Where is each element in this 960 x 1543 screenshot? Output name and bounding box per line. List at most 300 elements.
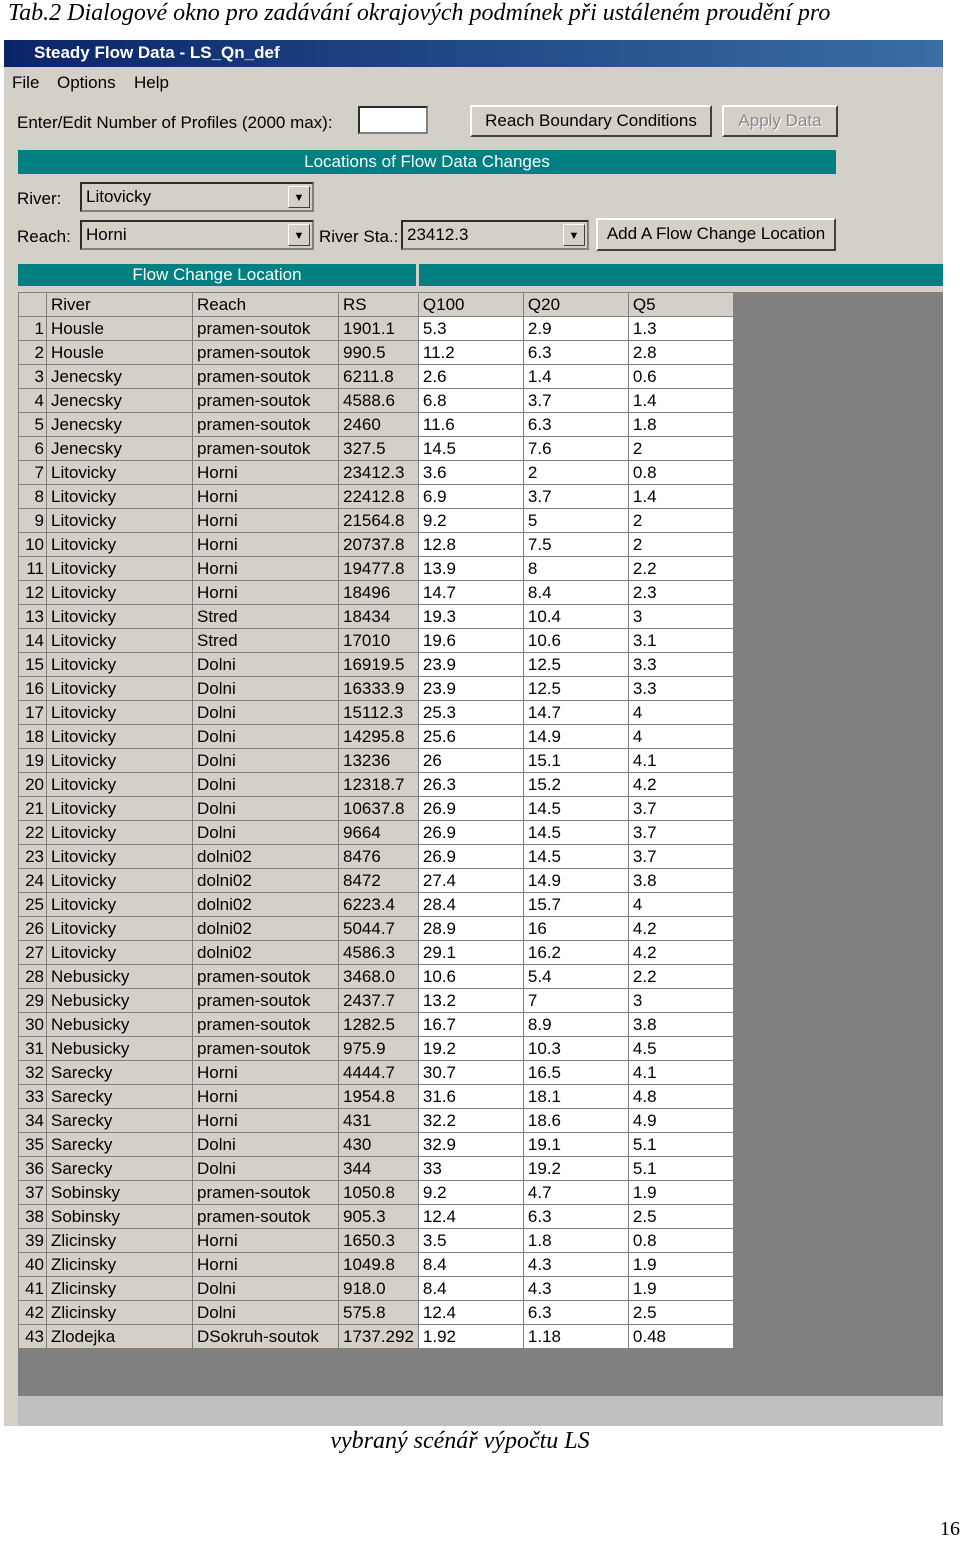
cell-river: Nebusicky [47,989,193,1013]
row-number: 31 [19,1037,47,1061]
cell-q20[interactable]: 12.5 [523,653,628,677]
apply-data-button[interactable]: Apply Data [722,105,838,137]
caption-bottom: vybraný scénář výpočtu LS [330,1428,590,1454]
cell-q100[interactable]: 13.9 [418,557,523,581]
cell-q5[interactable]: 0.8 [628,461,733,485]
table-row[interactable] [19,317,734,341]
cell-q20[interactable]: 8.4 [523,581,628,605]
col-header-reach[interactable]: Reach [193,293,339,317]
cell-q100[interactable]: 3.6 [418,461,523,485]
cell-q20[interactable]: 19.2 [523,1157,628,1181]
cell-q5[interactable]: 3 [628,989,733,1013]
table-row[interactable] [19,605,734,629]
row-number: 6 [19,437,47,461]
menu-file[interactable]: File [12,73,40,92]
cell-reach: Dolni [193,1157,339,1181]
cell-q100[interactable]: 12.8 [418,533,523,557]
cell-q100[interactable]: 6.9 [418,485,523,509]
cell-reach: Dolni [193,1277,339,1301]
cell-q20[interactable]: 18.6 [523,1109,628,1133]
cell-rs: 18496 [339,581,419,605]
cell-river: Jenecsky [47,365,193,389]
table-row[interactable] [19,1133,734,1157]
cell-q5[interactable]: 3.7 [628,797,733,821]
cell-q100[interactable]: 31.6 [418,1085,523,1109]
cell-q100[interactable]: 2.6 [418,365,523,389]
cell-q20[interactable]: 14.5 [523,797,628,821]
cell-rs: 14295.8 [339,725,419,749]
cell-q100[interactable]: 26.9 [418,821,523,845]
cell-q100[interactable]: 33 [418,1157,523,1181]
cell-q100[interactable]: 14.5 [418,437,523,461]
chevron-down-icon[interactable]: ▼ [288,224,310,246]
cell-reach: Stred [193,629,339,653]
cell-reach: pramen-soutok [193,365,339,389]
cell-q5[interactable]: 2.3 [628,581,733,605]
cell-q5[interactable]: 2.2 [628,965,733,989]
cell-q20[interactable]: 2.9 [523,317,628,341]
cell-reach: dolni02 [193,941,339,965]
table-row[interactable] [19,629,734,653]
table-row[interactable] [19,917,734,941]
cell-q100[interactable]: 26.3 [418,773,523,797]
table-row[interactable] [19,1229,734,1253]
row-number: 11 [19,557,47,581]
cell-rs: 1954.8 [339,1085,419,1109]
cell-q100[interactable]: 14.7 [418,581,523,605]
cell-q5[interactable]: 4 [628,893,733,917]
table-row[interactable] [19,725,734,749]
cell-q100[interactable]: 28.4 [418,893,523,917]
cell-q5[interactable]: 3.1 [628,629,733,653]
cell-q5[interactable]: 1.9 [628,1277,733,1301]
cell-q20[interactable]: 4.7 [523,1181,628,1205]
table-row[interactable] [19,1037,734,1061]
cell-q5[interactable]: 0.6 [628,365,733,389]
cell-q5[interactable]: 1.8 [628,413,733,437]
cell-rs: 1050.8 [339,1181,419,1205]
row-number: 22 [19,821,47,845]
cell-q20[interactable]: 5 [523,509,628,533]
row-number: 26 [19,917,47,941]
cell-q5[interactable]: 4.9 [628,1109,733,1133]
table-row[interactable] [19,581,734,605]
cell-q20[interactable]: 7 [523,989,628,1013]
row-number: 20 [19,773,47,797]
row-number: 16 [19,677,47,701]
cell-river: Zlodejka [47,1325,193,1349]
row-number: 3 [19,365,47,389]
table-row[interactable] [19,941,734,965]
table-row[interactable] [19,461,734,485]
chevron-down-icon[interactable]: ▼ [563,224,585,246]
cell-q100[interactable]: 27.4 [418,869,523,893]
cell-q5[interactable]: 2.8 [628,341,733,365]
profiles-label: Enter/Edit Number of Profiles (2000 max): [17,113,333,132]
cell-q100[interactable]: 26 [418,749,523,773]
table-row[interactable] [19,1253,734,1277]
cell-rs: 19477.8 [339,557,419,581]
cell-q5[interactable]: 2.2 [628,557,733,581]
table-row[interactable] [19,365,734,389]
cell-q5[interactable]: 0.8 [628,1229,733,1253]
cell-rs: 918.0 [339,1277,419,1301]
cell-q5[interactable]: 4.2 [628,941,733,965]
row-number: 12 [19,581,47,605]
table-row[interactable] [19,1085,734,1109]
cell-rs: 905.3 [339,1205,419,1229]
table-row[interactable] [19,1109,734,1133]
cell-q5[interactable]: 1.3 [628,317,733,341]
row-number: 21 [19,797,47,821]
row-number: 19 [19,749,47,773]
cell-river: Litovicky [47,533,193,557]
cell-q5[interactable]: 4.5 [628,1037,733,1061]
cell-q5[interactable]: 1.9 [628,1253,733,1277]
cell-q20[interactable]: 6.3 [523,413,628,437]
cell-q5[interactable]: 0.48 [628,1325,733,1349]
cell-q100[interactable]: 19.2 [418,1037,523,1061]
cell-q20[interactable]: 6.3 [523,1301,628,1325]
cell-q5[interactable]: 3.7 [628,821,733,845]
col-header-river[interactable]: River [47,293,193,317]
table-row[interactable] [19,773,734,797]
cell-q100[interactable]: 12.4 [418,1205,523,1229]
river-label: River: [17,189,62,208]
river-sta-label: River Sta.: [319,227,399,246]
page-number: 16 [940,1518,960,1540]
cell-river: Nebusicky [47,1037,193,1061]
table-row[interactable] [19,1157,734,1181]
table-row[interactable] [19,1061,734,1085]
cell-q20[interactable]: 10.4 [523,605,628,629]
cell-q100[interactable]: 16.7 [418,1013,523,1037]
cell-q5[interactable]: 3.8 [628,869,733,893]
cell-reach: pramen-soutok [193,965,339,989]
table-row[interactable] [19,437,734,461]
cell-q20[interactable]: 12.5 [523,677,628,701]
cell-reach: Dolni [193,677,339,701]
cell-q100[interactable]: 5.3 [418,317,523,341]
cell-q100[interactable]: 32.2 [418,1109,523,1133]
cell-reach: Dolni [193,653,339,677]
cell-river: Zlicinsky [47,1253,193,1277]
cell-river: Litovicky [47,869,193,893]
cell-river: Litovicky [47,773,193,797]
cell-reach: pramen-soutok [193,989,339,1013]
cell-q20[interactable]: 3.7 [523,389,628,413]
cell-q100[interactable]: 19.6 [418,629,523,653]
cell-q20[interactable]: 2 [523,461,628,485]
row-number: 42 [19,1301,47,1325]
cell-rs: 1049.8 [339,1253,419,1277]
row-number: 18 [19,725,47,749]
cell-q100[interactable]: 23.9 [418,653,523,677]
cell-q5[interactable]: 4.1 [628,1061,733,1085]
cell-q20[interactable]: 8 [523,557,628,581]
cell-q100[interactable]: 13.2 [418,989,523,1013]
cell-q5[interactable]: 2.5 [628,1301,733,1325]
cell-q20[interactable]: 14.7 [523,701,628,725]
cell-q5[interactable]: 5.1 [628,1157,733,1181]
cell-rs: 431 [339,1109,419,1133]
cell-q5[interactable]: 3.3 [628,677,733,701]
cell-q20[interactable]: 6.3 [523,1205,628,1229]
cell-q20[interactable]: 16.2 [523,941,628,965]
cell-reach: dolni02 [193,917,339,941]
cell-reach: pramen-soutok [193,1181,339,1205]
row-number: 36 [19,1157,47,1181]
row-number: 37 [19,1181,47,1205]
menu-options[interactable]: Options [57,73,116,92]
cell-river: Housle [47,317,193,341]
reach-boundary-conditions-button[interactable]: Reach Boundary Conditions [470,105,712,137]
cell-rs: 430 [339,1133,419,1157]
cell-river: Litovicky [47,653,193,677]
cell-reach: Horni [193,557,339,581]
cell-q20[interactable]: 1.8 [523,1229,628,1253]
cell-q5[interactable]: 2.5 [628,1205,733,1229]
cell-river: Nebusicky [47,1013,193,1037]
cell-q20[interactable]: 3.7 [523,485,628,509]
cell-q20[interactable]: 14.9 [523,725,628,749]
table-row[interactable] [19,701,734,725]
cell-q100[interactable]: 26.9 [418,845,523,869]
cell-q5[interactable]: 4 [628,725,733,749]
cell-q100[interactable]: 23.9 [418,677,523,701]
cell-river: Sobinsky [47,1205,193,1229]
cell-q5[interactable]: 3.3 [628,653,733,677]
cell-rs: 5044.7 [339,917,419,941]
cell-q20[interactable]: 6.3 [523,341,628,365]
table-row[interactable] [19,509,734,533]
cell-q5[interactable]: 1.4 [628,485,733,509]
cell-reach: Dolni [193,701,339,725]
cell-river: Sarecky [47,1085,193,1109]
cell-reach: pramen-soutok [193,413,339,437]
cell-reach: Horni [193,1229,339,1253]
flow-change-location-header: Flow Change Location [18,264,416,286]
cell-river: Litovicky [47,557,193,581]
cell-reach: pramen-soutok [193,1205,339,1229]
cell-q100[interactable]: 25.3 [418,701,523,725]
cell-q5[interactable]: 3.7 [628,845,733,869]
cell-river: Litovicky [47,581,193,605]
cell-q20[interactable]: 8.9 [523,1013,628,1037]
cell-q20[interactable]: 16.5 [523,1061,628,1085]
cell-q20[interactable]: 16 [523,917,628,941]
table-row[interactable] [19,677,734,701]
table-row[interactable] [19,533,734,557]
cell-q20[interactable]: 4.3 [523,1277,628,1301]
cell-q100[interactable]: 12.4 [418,1301,523,1325]
chevron-down-icon[interactable]: ▼ [288,186,310,208]
cell-q20[interactable]: 18.1 [523,1085,628,1109]
cell-q5[interactable]: 2 [628,533,733,557]
river-select[interactable] [80,182,314,212]
river-sta-select[interactable] [401,220,589,250]
table-row[interactable] [19,557,734,581]
cell-q20[interactable]: 15.7 [523,893,628,917]
add-flow-change-location-button[interactable]: Add A Flow Change Location [596,218,836,251]
table-row[interactable] [19,821,734,845]
cell-river: Zlicinsky [47,1229,193,1253]
cell-river: Litovicky [47,749,193,773]
cell-river: Jenecsky [47,437,193,461]
menu-help[interactable]: Help [134,73,169,92]
cell-q100[interactable]: 9.2 [418,1181,523,1205]
cell-q100[interactable]: 8.4 [418,1253,523,1277]
cell-q100[interactable]: 28.9 [418,917,523,941]
table-row[interactable] [19,1301,734,1325]
table-row[interactable] [19,341,734,365]
table-row[interactable] [19,1277,734,1301]
cell-q20[interactable]: 14.5 [523,845,628,869]
cell-river: Sobinsky [47,1181,193,1205]
table-row[interactable] [19,989,734,1013]
cell-q5[interactable]: 2 [628,509,733,533]
cell-q20[interactable]: 10.6 [523,629,628,653]
cell-q20[interactable]: 1.4 [523,365,628,389]
cell-q20[interactable]: 1.18 [523,1325,628,1349]
cell-q20[interactable]: 7.5 [523,533,628,557]
cell-q100[interactable]: 10.6 [418,965,523,989]
cell-q100[interactable]: 19.3 [418,605,523,629]
cell-reach: DSokruh-soutok [193,1325,339,1349]
cell-rs: 1737.292 [339,1325,419,1349]
cell-rs: 3468.0 [339,965,419,989]
cell-q100[interactable]: 1.92 [418,1325,523,1349]
cell-q5[interactable]: 5.1 [628,1133,733,1157]
cell-reach: pramen-soutok [193,1037,339,1061]
cell-river: Sarecky [47,1109,193,1133]
cell-reach: Dolni [193,1133,339,1157]
cell-reach: Dolni [193,1301,339,1325]
cell-q100[interactable]: 26.9 [418,797,523,821]
row-number: 1 [19,317,47,341]
table-row[interactable] [19,1205,734,1229]
row-number: 13 [19,605,47,629]
cell-q100[interactable]: 3.5 [418,1229,523,1253]
table-row[interactable] [19,797,734,821]
row-number: 17 [19,701,47,725]
cell-q5[interactable]: 1.9 [628,1181,733,1205]
cell-rs: 8476 [339,845,419,869]
cell-q20[interactable]: 7.6 [523,437,628,461]
table-row[interactable] [19,1013,734,1037]
row-number: 14 [19,629,47,653]
cell-q5[interactable]: 3.8 [628,1013,733,1037]
cell-q5[interactable]: 3 [628,605,733,629]
table-row[interactable] [19,1181,734,1205]
table-header-row [19,293,734,317]
row-number: 43 [19,1325,47,1349]
cell-q100[interactable]: 11.2 [418,341,523,365]
cell-q20[interactable]: 15.1 [523,749,628,773]
cell-rs: 10637.8 [339,797,419,821]
cell-q100[interactable]: 32.9 [418,1133,523,1157]
cell-rs: 21564.8 [339,509,419,533]
table-row[interactable] [19,845,734,869]
col-header-q20[interactable]: Q20 [523,293,628,317]
cell-q20[interactable]: 15.2 [523,773,628,797]
cell-q100[interactable]: 9.2 [418,509,523,533]
cell-q100[interactable]: 6.8 [418,389,523,413]
cell-reach: dolni02 [193,869,339,893]
row-number: 38 [19,1205,47,1229]
cell-rs: 1650.3 [339,1229,419,1253]
cell-q5[interactable]: 4.8 [628,1085,733,1109]
profiles-input[interactable] [358,106,428,134]
cell-q100[interactable]: 11.6 [418,413,523,437]
cell-q100[interactable]: 25.6 [418,725,523,749]
cell-q20[interactable]: 14.9 [523,869,628,893]
table-row[interactable] [19,749,734,773]
cell-rs: 9664 [339,821,419,845]
cell-reach: pramen-soutok [193,317,339,341]
cell-river: Nebusicky [47,965,193,989]
cell-q5[interactable]: 2 [628,437,733,461]
table-row[interactable] [19,413,734,437]
cell-rs: 22412.8 [339,485,419,509]
cell-river: Litovicky [47,701,193,725]
cell-reach: Dolni [193,821,339,845]
cell-rs: 4588.6 [339,389,419,413]
row-number: 34 [19,1109,47,1133]
cell-rs: 6211.8 [339,365,419,389]
cell-q100[interactable]: 29.1 [418,941,523,965]
table-row[interactable] [19,965,734,989]
cell-river: Litovicky [47,917,193,941]
cell-q20[interactable]: 19.1 [523,1133,628,1157]
cell-q5[interactable]: 4.1 [628,749,733,773]
cell-q100[interactable]: 8.4 [418,1277,523,1301]
menu-bar [4,70,943,96]
cell-q20[interactable]: 5.4 [523,965,628,989]
cell-q5[interactable]: 4.2 [628,773,733,797]
row-number: 15 [19,653,47,677]
cell-rs: 327.5 [339,437,419,461]
cell-q20[interactable]: 14.5 [523,821,628,845]
cell-q20[interactable]: 4.3 [523,1253,628,1277]
row-number: 28 [19,965,47,989]
table-row[interactable] [19,893,734,917]
cell-reach: Horni [193,533,339,557]
cell-river: Litovicky [47,845,193,869]
cell-rs: 23412.3 [339,461,419,485]
cell-q20[interactable]: 10.3 [523,1037,628,1061]
cell-river: Jenecsky [47,413,193,437]
title-bar[interactable] [4,40,943,67]
col-header-q5[interactable]: Q5 [628,293,733,317]
table-row[interactable] [19,653,734,677]
table-row[interactable] [19,1325,734,1349]
table-row[interactable] [19,389,734,413]
cell-q5[interactable]: 4.2 [628,917,733,941]
col-header-q100[interactable]: Q100 [418,293,523,317]
col-header-rs[interactable]: RS [339,293,419,317]
cell-rs: 4444.7 [339,1061,419,1085]
cell-rs: 15112.3 [339,701,419,725]
cell-q100[interactable]: 30.7 [418,1061,523,1085]
table-row[interactable] [19,869,734,893]
cell-river: Litovicky [47,677,193,701]
table-row[interactable] [19,485,734,509]
cell-river: Litovicky [47,461,193,485]
cell-q5[interactable]: 1.4 [628,389,733,413]
cell-q5[interactable]: 4 [628,701,733,725]
reach-select[interactable] [80,220,314,250]
